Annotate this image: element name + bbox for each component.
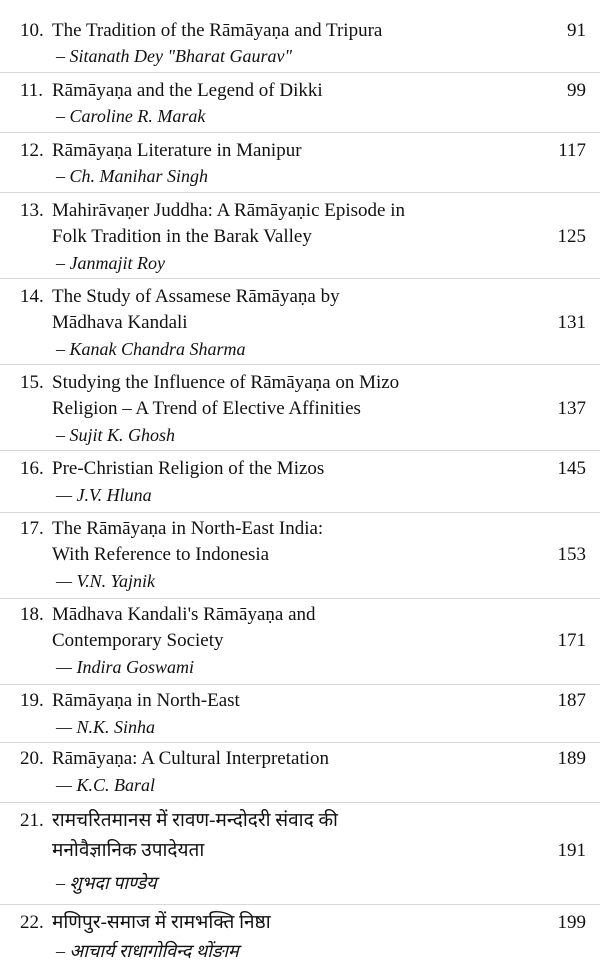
entry-title-line: Folk Tradition in the Barak Valley bbox=[52, 226, 312, 247]
entry-number: 11. bbox=[20, 80, 44, 101]
divider bbox=[0, 742, 600, 743]
entry-number: 14. bbox=[20, 286, 44, 307]
entry-title-line: The Study of Assamese Rāmāyaṇa by bbox=[52, 286, 340, 307]
entry-title-line: रामचरितमानस में रावण-मन्दोदरी संवाद की bbox=[52, 810, 338, 831]
divider bbox=[0, 192, 600, 193]
divider bbox=[0, 802, 600, 803]
entry-title-line: With Reference to Indonesia bbox=[52, 544, 270, 565]
entry-title-line: मनोवैज्ञानिक उपादेयता bbox=[52, 840, 205, 861]
entry-title-line: Pre-Christian Religion of the Mizos bbox=[52, 458, 325, 479]
entry-title-line: मणिपुर-समाज में रामभक्ति निष्ठा bbox=[52, 912, 271, 933]
page-number: 199 bbox=[557, 912, 586, 933]
entry-number: 20. bbox=[20, 748, 44, 769]
entry-title-line: The Tradition of the Rāmāyaṇa and Tripura bbox=[52, 20, 383, 41]
entry-author: — N.K. Sinha bbox=[56, 717, 156, 737]
entry-author: – Janmajit Roy bbox=[56, 253, 165, 273]
divider bbox=[0, 512, 600, 513]
entry-author: – Kanak Chandra Sharma bbox=[56, 339, 246, 359]
page-number: 117 bbox=[558, 140, 586, 161]
entry-number: 12. bbox=[20, 140, 44, 161]
divider bbox=[0, 684, 600, 685]
entry-title-line: Rāmāyaṇa Literature in Manipur bbox=[52, 140, 302, 161]
entry-number: 16. bbox=[20, 458, 44, 479]
entry-number: 19. bbox=[20, 690, 44, 711]
page-number: 137 bbox=[557, 398, 586, 419]
entry-author: – Sitanath Dey "Bharat Gaurav" bbox=[56, 46, 293, 66]
entry-title-line: Contemporary Society bbox=[52, 630, 224, 651]
entry-author: – शुभदा पाण्डेय bbox=[56, 873, 157, 893]
divider bbox=[0, 904, 600, 905]
divider bbox=[0, 450, 600, 451]
page-number: 125 bbox=[557, 226, 586, 247]
page-number: 131 bbox=[557, 312, 586, 333]
entry-author: — J.V. Hluna bbox=[56, 485, 152, 505]
entry-title-line: Religion – A Trend of Elective Affinities bbox=[52, 398, 361, 419]
entry-title-line: The Rāmāyaṇa in North-East India: bbox=[52, 518, 324, 539]
entry-number: 21. bbox=[20, 810, 44, 831]
page-number: 153 bbox=[557, 544, 586, 565]
entry-author: — Indira Goswami bbox=[56, 657, 195, 677]
entry-number: 17. bbox=[20, 518, 44, 539]
entry-author: – Ch. Manihar Singh bbox=[56, 166, 209, 186]
entry-number: 13. bbox=[20, 200, 44, 221]
entry-title-line: Studying the Influence of Rāmāyaṇa on Mizo bbox=[52, 372, 400, 393]
page-number: 99 bbox=[567, 80, 586, 101]
divider bbox=[0, 364, 600, 365]
entry-author: – आचार्य राधागोविन्द थोंङाम bbox=[56, 941, 239, 961]
entry-title-line: Mādhava Kandali's Rāmāyaṇa and bbox=[52, 604, 316, 625]
entry-author: — V.N. Yajnik bbox=[56, 571, 156, 591]
page-number: 145 bbox=[557, 458, 586, 479]
entry-number: 10. bbox=[20, 20, 44, 41]
page-number: 191 bbox=[557, 840, 586, 861]
divider bbox=[0, 132, 600, 133]
entry-title-line: Mahirāvaṇer Juddha: A Rāmāyaṇic Episode in bbox=[52, 200, 405, 221]
page-number: 189 bbox=[557, 748, 586, 769]
entry-author: – Sujit K. Ghosh bbox=[56, 425, 176, 445]
entry-title-line: Rāmāyaṇa: A Cultural Interpretation bbox=[52, 748, 330, 769]
entry-author: – Caroline R. Marak bbox=[56, 106, 206, 126]
divider bbox=[0, 598, 600, 599]
entry-author: — K.C. Baral bbox=[56, 775, 156, 795]
entry-number: 18. bbox=[20, 604, 44, 625]
entry-title-line: Rāmāyaṇa in North-East bbox=[52, 690, 240, 711]
divider bbox=[0, 278, 600, 279]
entry-number: 15. bbox=[20, 372, 44, 393]
page-number: 171 bbox=[557, 630, 586, 651]
entry-title-line: Rāmāyaṇa and the Legend of Dikki bbox=[52, 80, 323, 101]
page-number: 91 bbox=[567, 20, 586, 41]
entry-title-line: Mādhava Kandali bbox=[52, 312, 188, 333]
divider bbox=[0, 72, 600, 73]
entry-number: 22. bbox=[20, 912, 44, 933]
page-number: 187 bbox=[557, 690, 586, 711]
